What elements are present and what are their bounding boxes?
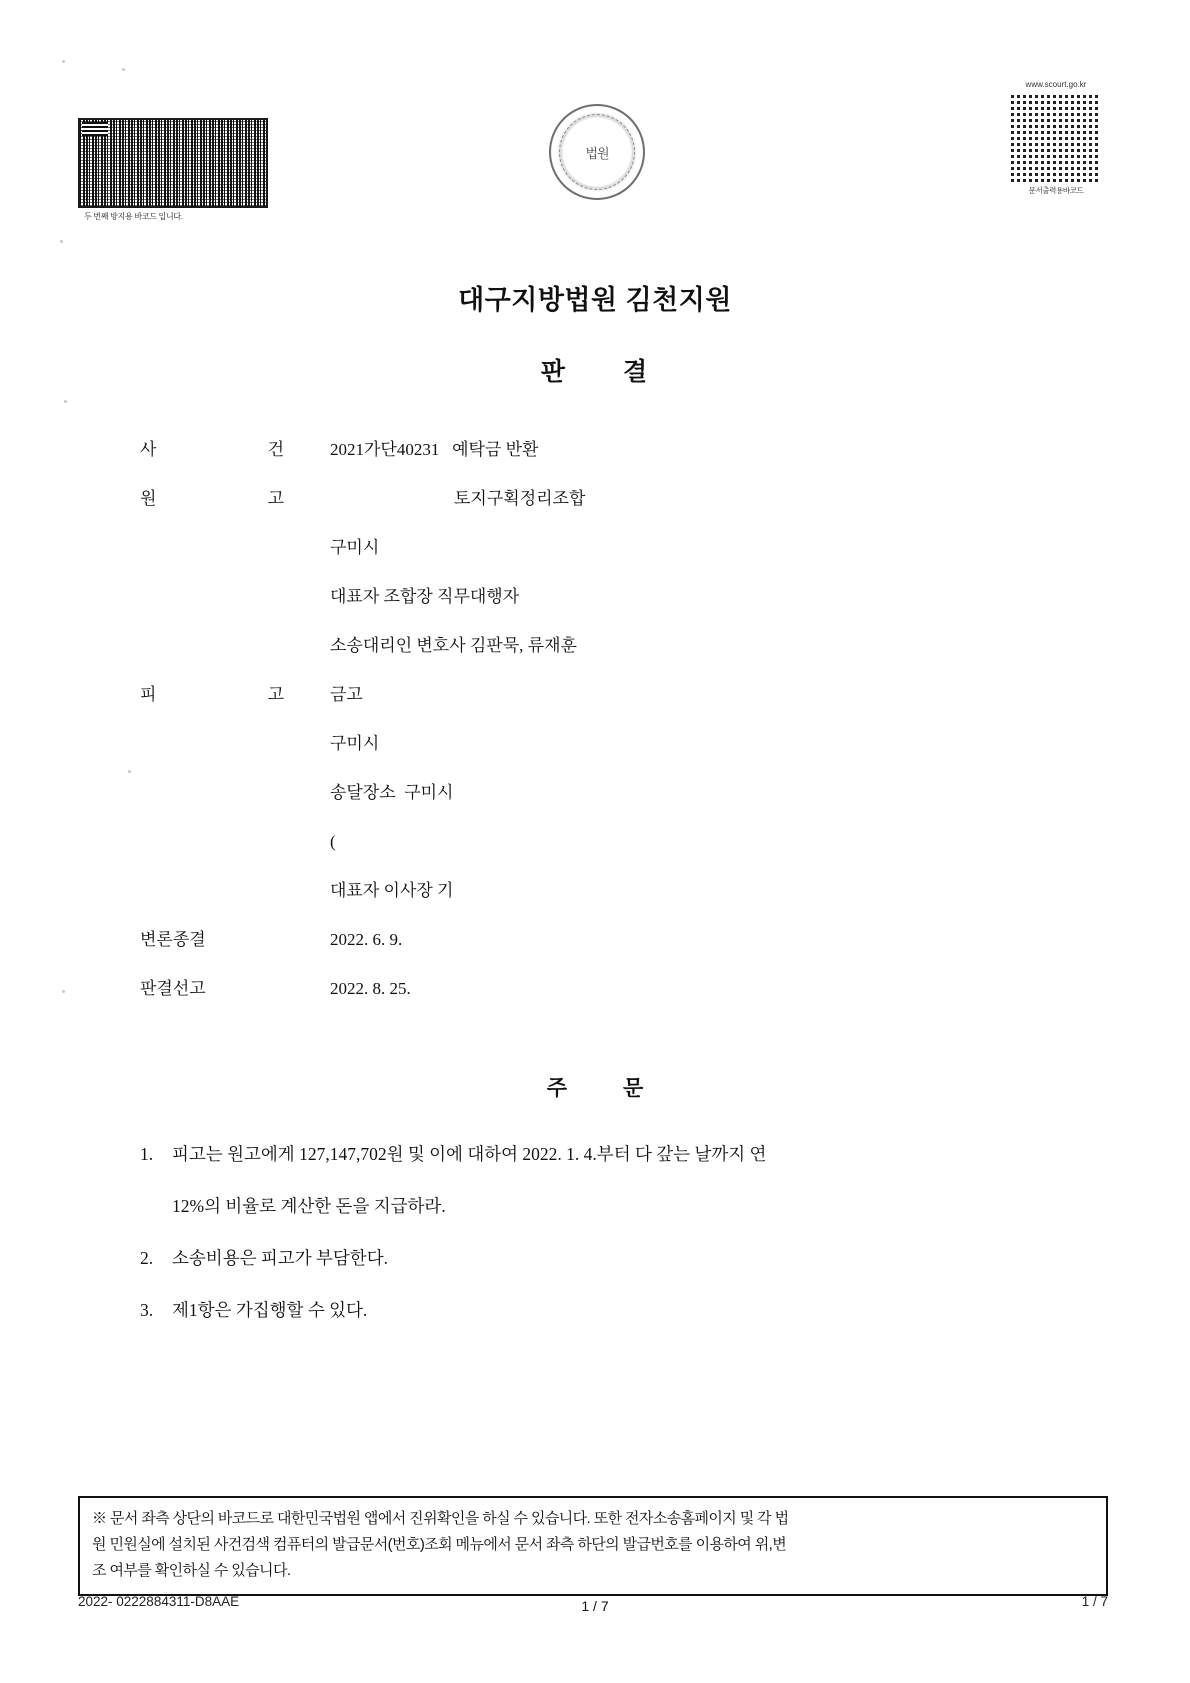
defendant-representative: 대표자 이사장 기 [330,881,454,900]
notice-line-2: 원 민원실에 설치된 사건검색 컴퓨터의 발급문서(번호)조회 메뉴에서 문서 좌측 하단의 발급번호를 이용하여 위,변 [92,1536,787,1553]
barcode-corner-marker [82,122,108,136]
notice-line-3: 조 여부를 확인하실 수 있습니다. [92,1562,291,1579]
scan-speck [62,60,65,63]
court-name-title: 대구지방법원 김천지원 [458,285,732,315]
case-info-label-b: 고 [267,685,284,704]
barcode-caption: 두 번째 방지용 바코드 입니다. [84,212,183,221]
case-info-label [140,915,330,964]
plaintiff-address: 구미시 [330,538,380,557]
defendant-service-address: 송달장소 구미시 [330,783,454,802]
case-info-row [140,768,1040,817]
case-info-row [140,719,1040,768]
page-number-right: 1 / 7 [1081,1594,1108,1609]
plaintiff-value: 토지구획정리조합 [454,489,586,508]
order-item-number: 1. [140,1144,154,1164]
page-number-center: 1 / 7 [581,1598,609,1614]
case-info-label-a: 피 [140,685,157,704]
case-info-row [140,425,1040,474]
document-type-title-left: 판 [540,358,567,386]
case-info-row [140,915,1040,964]
order-item [140,1232,1040,1284]
qr-url-label: www.scourt.go.kr [1025,80,1087,89]
qr-caption: 문서출력용바코드 [1028,186,1084,195]
scan-speck [62,990,65,993]
case-info-row [140,572,1040,621]
case-info-label [140,474,330,523]
order-item-text: 제1항은 가집행할 수 있다. [172,1300,368,1320]
order-item-number: 2. [140,1248,154,1268]
order-section-title [0,1072,1190,1102]
scan-speck [64,400,67,403]
order-item [140,1128,1040,1180]
case-info-label [140,425,330,474]
order-item-text: 소송비용은 피고가 부담한다. [172,1248,388,1268]
order-list [140,1128,1040,1336]
document-type-title [0,352,1190,388]
order-item-text: 피고는 원고에게 127,147,702원 및 이에 대하여 2022. 1. 4.부터 다 갚는 날까지 연 [172,1144,767,1164]
case-info-label [140,964,330,1013]
defendant-address: 구미시 [330,734,380,753]
case-info-label-b: 고 [267,489,284,508]
closing-argument-date: 2022. 6. 9. [330,930,403,949]
issue-number: 2022- 0222884311-D8AAE [78,1594,240,1609]
defendant-service-address-extra: ( [330,832,336,851]
plaintiff-attorney: 소송대리인 변호사 김판묵, 류재훈 [330,636,577,655]
case-info-row [140,964,1040,1013]
case-info-block [140,425,1040,1013]
defendant-value: 금고 [330,685,363,704]
case-info-label [140,670,330,719]
case-info-row [140,866,1040,915]
closing-argument-label: 변론종결 [140,930,206,949]
notice-line-1: ※ 문서 좌측 상단의 바코드로 대한민국법원 앱에서 진위확인을 하실 수 있습니다. 또한 전자소송홈페이지 및 각 법 [92,1510,789,1527]
case-info-row [140,817,1040,866]
order-item-number: 3. [140,1300,154,1320]
emblem-label: 법원 [585,145,609,161]
case-info-row [140,621,1040,670]
case-info-row [140,670,1040,719]
scan-speck [60,240,63,243]
case-info-label-a: 원 [140,489,157,508]
case-number-value: 2021가단40231 예탁금 반환 [330,440,539,459]
order-item-continuation: 12%의 비율로 계산한 돈을 지급하라. [172,1196,446,1216]
order-title-left: 주 [546,1077,567,1100]
order-item [140,1284,1040,1336]
document-qr-block [1008,80,1104,196]
order-title-right: 문 [623,1077,644,1100]
case-info-label-a: 사 [140,440,157,459]
scan-speck [128,770,131,773]
verification-notice [78,1496,1108,1596]
judgment-date: 2022. 8. 25. [330,979,411,998]
qr-code-icon [1010,91,1102,183]
court-emblem-icon [549,104,641,196]
judgment-date-label: 판결선고 [140,979,206,998]
case-info-row [140,474,1040,523]
document-type-title-right: 결 [623,358,650,386]
plaintiff-representative: 대표자 조합장 직무대행자 [330,587,520,606]
case-info-label-b: 건 [267,440,284,459]
barcode-image [78,118,268,208]
case-info-row [140,523,1040,572]
scan-speck [122,68,125,71]
verification-barcode [78,118,268,222]
